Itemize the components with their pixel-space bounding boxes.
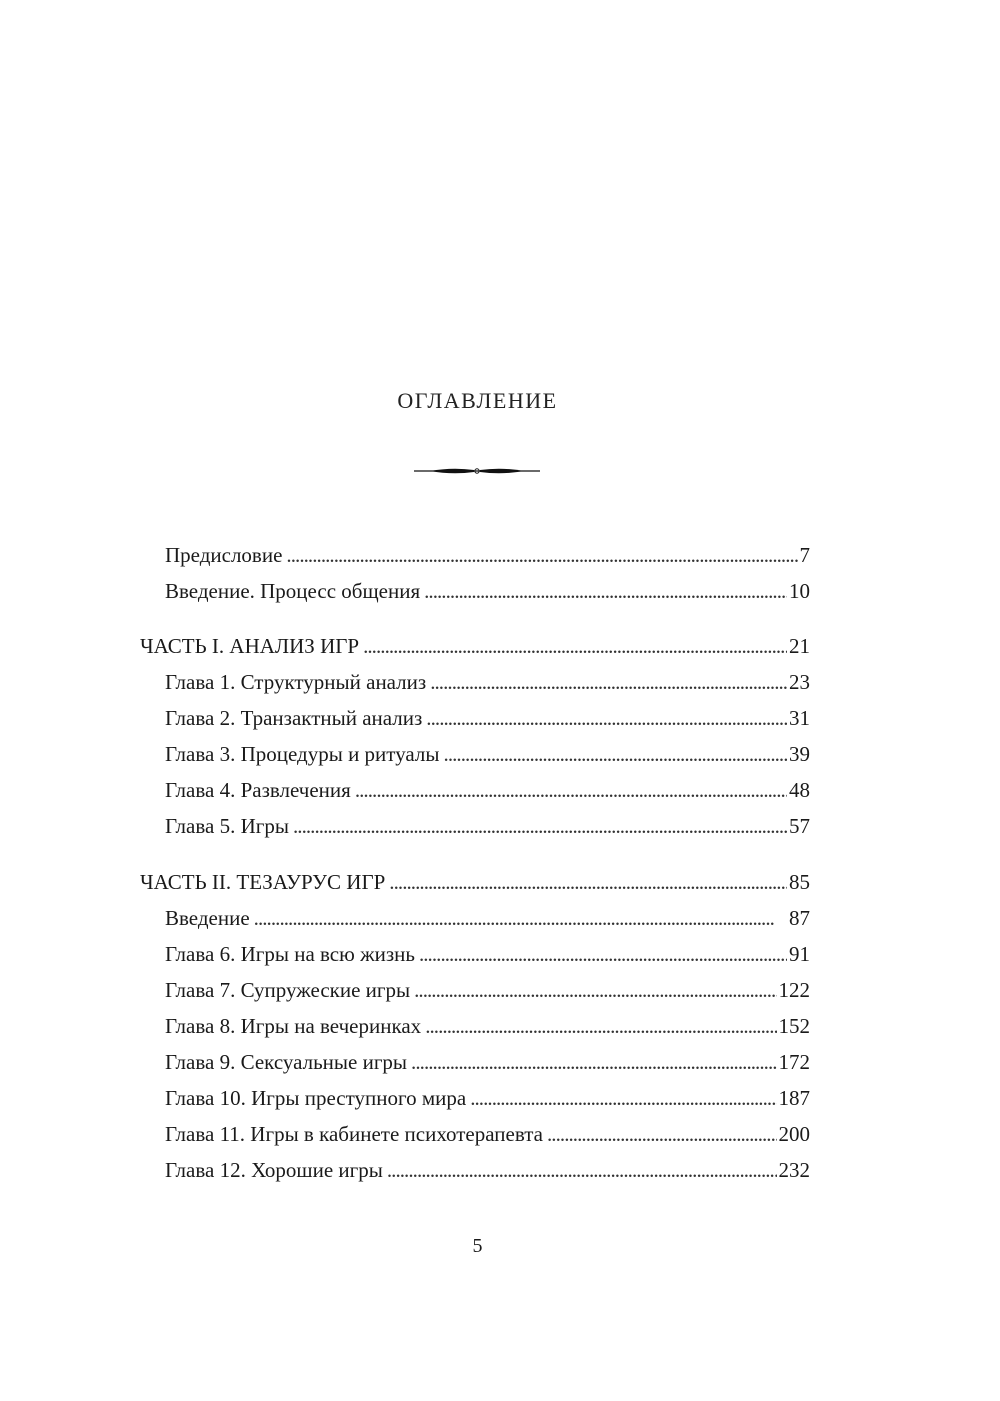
leader-dots xyxy=(430,668,787,696)
toc-entry xyxy=(165,940,810,968)
toc-entry-label: Глава 9. Сексуальные игры xyxy=(165,1050,408,1074)
toc-entry xyxy=(165,812,810,840)
toc-entry-page: 48 xyxy=(789,778,810,802)
toc-part-entry xyxy=(140,868,810,896)
toc-entry-label: Введение xyxy=(165,906,250,930)
toc-entry-label: Глава 12. Хорошие игры xyxy=(165,1158,383,1182)
toc-entry-page: 31 xyxy=(789,706,810,730)
toc-entry-page: 232 xyxy=(778,1158,810,1182)
toc-entry xyxy=(165,1012,810,1040)
toc-entry xyxy=(165,1156,810,1184)
leader-dots xyxy=(355,776,787,804)
ornament-divider-icon xyxy=(412,460,542,482)
toc-entry-label: ЧАСТЬ II. ТЕЗАУРУС ИГР xyxy=(140,870,386,894)
toc-entry-page: 200 xyxy=(778,1122,810,1146)
toc-entry-label: Глава 6. Игры на всю жизнь xyxy=(165,942,415,966)
toc-entry-page: 39 xyxy=(789,742,810,766)
toc-entry-label: Глава 7. Супружеские игры xyxy=(165,978,411,1002)
toc-entry-page: 21 xyxy=(789,634,810,658)
leader-dots xyxy=(419,940,787,968)
toc-entry-page: 91 xyxy=(789,942,810,966)
toc-entry xyxy=(165,776,810,804)
leader-dots xyxy=(363,632,787,660)
toc-entry-label: Введение. Процесс общения xyxy=(165,579,421,603)
toc-entry-label: Глава 3. Процедуры и ритуалы xyxy=(165,742,440,766)
toc-entry-label: Глава 1. Структурный анализ xyxy=(165,670,427,694)
toc-entry-page: 187 xyxy=(778,1086,810,1110)
toc-entry xyxy=(165,1048,810,1076)
toc-entry-page: 172 xyxy=(778,1050,810,1074)
leader-dots xyxy=(411,1048,776,1076)
leader-dots xyxy=(414,976,776,1004)
toc-entry-label: Глава 5. Игры xyxy=(165,814,289,838)
leader-dots xyxy=(444,740,787,768)
leader-dots xyxy=(387,1156,777,1184)
toc-entry-label: ЧАСТЬ I. АНАЛИЗ ИГР xyxy=(140,634,360,658)
leader-dots xyxy=(470,1084,776,1112)
toc-entry-page: 85 xyxy=(789,870,810,894)
toc-entry-label: Глава 11. Игры в кабинете психотерапевта xyxy=(165,1122,543,1146)
toc-entry-label: Предисловие xyxy=(165,543,283,567)
toc-entry xyxy=(165,541,810,569)
toc-entry-page: 122 xyxy=(778,978,810,1002)
leader-dots xyxy=(293,812,787,840)
toc-entry xyxy=(165,740,810,768)
toc-entry xyxy=(165,976,810,1004)
leader-dots xyxy=(425,1012,776,1040)
toc-entry xyxy=(165,1120,810,1148)
page-title: ОГЛАВЛЕНИЕ xyxy=(397,388,558,413)
leader-dots xyxy=(286,541,797,569)
toc-entry-page: 152 xyxy=(778,1014,810,1038)
toc-entry-label: Глава 4. Развлечения xyxy=(165,778,351,802)
leader-dots xyxy=(426,704,787,732)
toc-entry xyxy=(165,668,810,696)
page-number: 5 xyxy=(472,1235,483,1257)
leader-dots xyxy=(547,1120,777,1148)
toc-entry-label: Глава 10. Игры преступного мира xyxy=(165,1086,467,1110)
toc-entry xyxy=(165,577,810,605)
toc-entry-page: 10 xyxy=(789,579,810,603)
toc-entry-page: 7 xyxy=(799,543,810,567)
toc-entry xyxy=(165,704,810,732)
toc-entry xyxy=(165,1084,810,1112)
toc-part-entry xyxy=(140,632,810,660)
leader-dots xyxy=(424,577,787,605)
leader-dots xyxy=(254,904,787,932)
leader-dots xyxy=(389,868,787,896)
toc-entry xyxy=(165,904,810,932)
toc-entry-page: 57 xyxy=(789,814,810,838)
toc-entry-page: 23 xyxy=(789,670,810,694)
toc-entry-page: 87 xyxy=(789,906,810,930)
toc-entry-label: Глава 2. Транзактный анализ xyxy=(165,706,423,730)
toc-entry-label: Глава 8. Игры на вечеринках xyxy=(165,1014,422,1038)
